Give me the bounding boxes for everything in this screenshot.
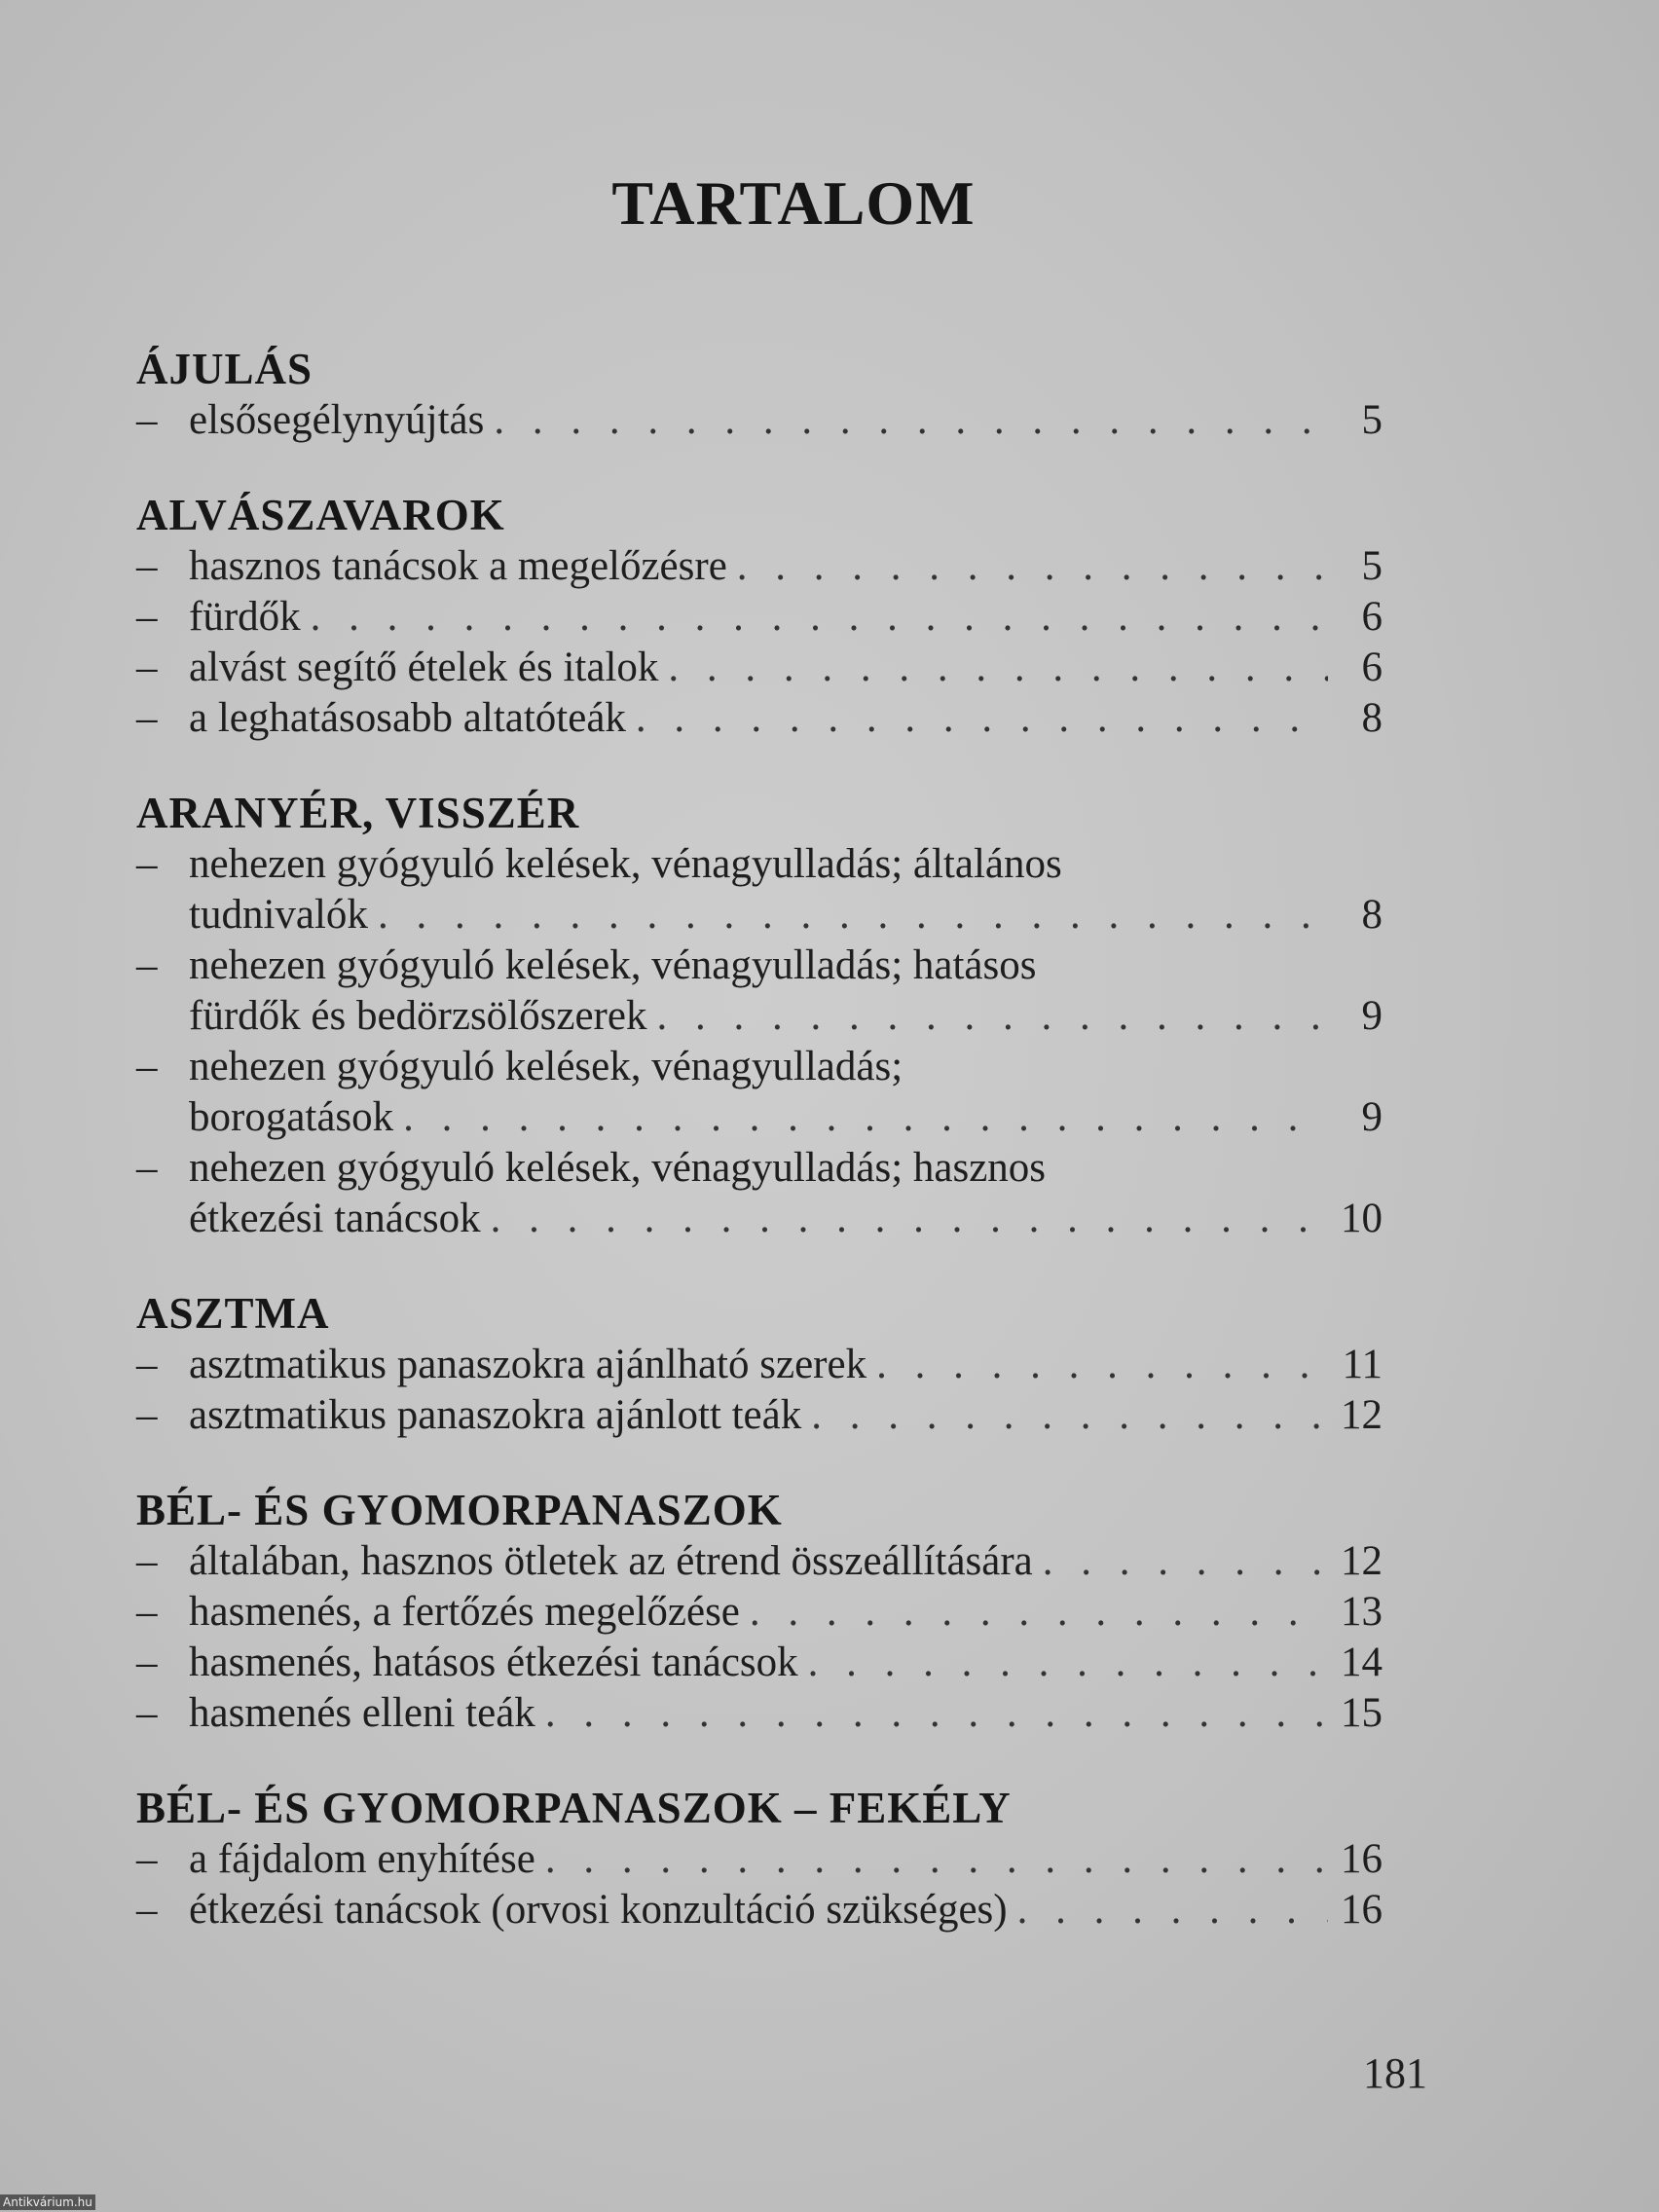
section-heading: ALVÁSZAVAROK	[136, 491, 505, 539]
entry-dash: –	[136, 841, 158, 887]
entry-text: borogatások	[189, 1094, 394, 1140]
entry-text: nehezen gyógyuló kelések, vénagyulladás; hatásos	[189, 942, 1037, 988]
toc-entry	[136, 1834, 1382, 1885]
toc-entry	[136, 839, 1382, 940]
dot-leader	[1017, 1885, 1328, 1936]
entry-dash: –	[136, 543, 158, 589]
entry-dash: –	[136, 1640, 158, 1685]
toc-entry	[136, 1885, 1382, 1936]
toc-entry	[136, 1536, 1382, 1587]
dot-leader	[636, 693, 1328, 744]
entry-text: nehezen gyógyuló kelések, vénagyulladás; általános	[189, 841, 1062, 887]
entry-text: étkezési tanácsok (orvosi konzultáció szükséges)	[189, 1887, 1008, 1933]
toc-entry	[136, 541, 1382, 592]
entry-text: elsősegélynyújtás	[189, 397, 485, 443]
toc-entry	[136, 1042, 1382, 1143]
entry-text: általában, hasznos ötletek az étrend összeállítására	[189, 1538, 1033, 1584]
watermark: Antikvárium.hu	[0, 2194, 95, 2210]
entry-dash: –	[136, 397, 158, 443]
entry-dash: –	[136, 1044, 158, 1089]
page-number: 181	[1363, 2049, 1427, 2097]
dot-leader	[876, 1340, 1328, 1390]
dot-leader	[656, 991, 1328, 1042]
entry-dash: –	[136, 942, 158, 988]
dot-leader	[403, 1092, 1328, 1143]
entry-page-number: 12	[1341, 1538, 1382, 1584]
dot-leader	[491, 1194, 1328, 1244]
entry-page-number: 6	[1361, 645, 1382, 690]
toc-entry	[136, 592, 1382, 643]
entry-dash: –	[136, 1145, 158, 1191]
page-title: TARTALOM	[611, 168, 976, 238]
toc-section	[136, 787, 1382, 1244]
section-heading: BÉL- ÉS GYOMORPANASZOK – FEKÉLY	[136, 1784, 1012, 1832]
dot-leader	[1043, 1536, 1328, 1587]
toc-section	[136, 343, 1382, 446]
entry-text: hasmenés, hatásos étkezési tanácsok	[189, 1640, 798, 1685]
entry-dash: –	[136, 1392, 158, 1438]
entry-page-number: 9	[1361, 1094, 1382, 1140]
entry-dash: –	[136, 1887, 158, 1933]
entry-page-number: 16	[1341, 1887, 1382, 1933]
section-heading: ASZTMA	[136, 1289, 330, 1338]
entry-page-number: 13	[1341, 1589, 1382, 1635]
entry-text: hasmenés, a fertőzés megelőzése	[189, 1589, 740, 1635]
entry-page-number: 5	[1361, 543, 1382, 589]
entry-page-number: 8	[1361, 695, 1382, 741]
dot-leader	[668, 643, 1328, 693]
entry-text: fürdők	[189, 594, 301, 640]
toc-entry	[136, 1143, 1382, 1244]
dot-leader	[750, 1587, 1328, 1638]
dot-leader	[811, 1390, 1328, 1441]
entry-text: hasznos tanácsok a megelőzésre	[189, 543, 727, 589]
toc-entry	[136, 1390, 1382, 1441]
entry-dash: –	[136, 1342, 158, 1387]
entry-text: asztmatikus panaszokra ajánlható szerek	[189, 1342, 867, 1387]
entry-page-number: 10	[1341, 1196, 1382, 1241]
entry-dash: –	[136, 594, 158, 640]
toc-entry	[136, 1688, 1382, 1739]
toc-entry	[136, 1587, 1382, 1638]
entry-text: étkezési tanácsok	[189, 1196, 481, 1241]
entry-page-number: 16	[1341, 1836, 1382, 1882]
entry-text: asztmatikus panaszokra ajánlott teák	[189, 1392, 802, 1438]
entry-dash: –	[136, 645, 158, 690]
toc-entry	[136, 693, 1382, 744]
dot-leader	[808, 1638, 1328, 1688]
dot-leader	[311, 592, 1328, 643]
entry-text: a fájdalom enyhítése	[189, 1836, 535, 1882]
entry-text: nehezen gyógyuló kelések, vénagyulladás; hasznos	[189, 1145, 1047, 1191]
entry-text: alvást segítő ételek és italok	[189, 645, 659, 690]
entry-dash: –	[136, 695, 158, 741]
toc-entry	[136, 643, 1382, 693]
entry-page-number: 12	[1341, 1392, 1382, 1438]
toc-entry	[136, 1340, 1382, 1390]
entry-page-number: 14	[1341, 1640, 1382, 1685]
entry-page-number: 11	[1342, 1342, 1382, 1387]
section-heading: ÁJULÁS	[136, 345, 313, 393]
toc-entry	[136, 940, 1382, 1042]
entry-dash: –	[136, 1690, 158, 1736]
entry-dash: –	[136, 1589, 158, 1635]
dot-leader	[494, 395, 1328, 446]
dot-leader	[545, 1688, 1328, 1739]
entry-text: hasmenés elleni teák	[189, 1690, 535, 1736]
section-heading: ARANYÉR, VISSZÉR	[136, 789, 580, 837]
entry-page-number: 5	[1361, 397, 1382, 443]
entry-text: tudnivalók	[189, 892, 368, 938]
entry-dash: –	[136, 1538, 158, 1584]
table-of-contents	[136, 343, 1382, 1978]
entry-dash: –	[136, 1836, 158, 1882]
entry-text: a leghatásosabb altatóteák	[189, 695, 626, 741]
toc-section	[136, 1484, 1382, 1739]
entry-page-number: 9	[1361, 993, 1382, 1039]
entry-page-number: 15	[1341, 1690, 1382, 1736]
toc-section	[136, 1287, 1382, 1441]
toc-section	[136, 489, 1382, 744]
dot-leader	[545, 1834, 1328, 1885]
entry-page-number: 8	[1361, 892, 1382, 938]
toc-entry	[136, 1638, 1382, 1688]
toc-entry	[136, 395, 1382, 446]
entry-text: fürdők és bedörzsölőszerek	[189, 993, 647, 1039]
dot-leader	[378, 890, 1328, 940]
section-heading: BÉL- ÉS GYOMORPANASZOK	[136, 1486, 783, 1534]
dot-leader	[737, 541, 1328, 592]
entry-page-number: 6	[1361, 594, 1382, 640]
toc-section	[136, 1782, 1382, 1936]
entry-text: nehezen gyógyuló kelések, vénagyulladás;	[189, 1044, 903, 1089]
